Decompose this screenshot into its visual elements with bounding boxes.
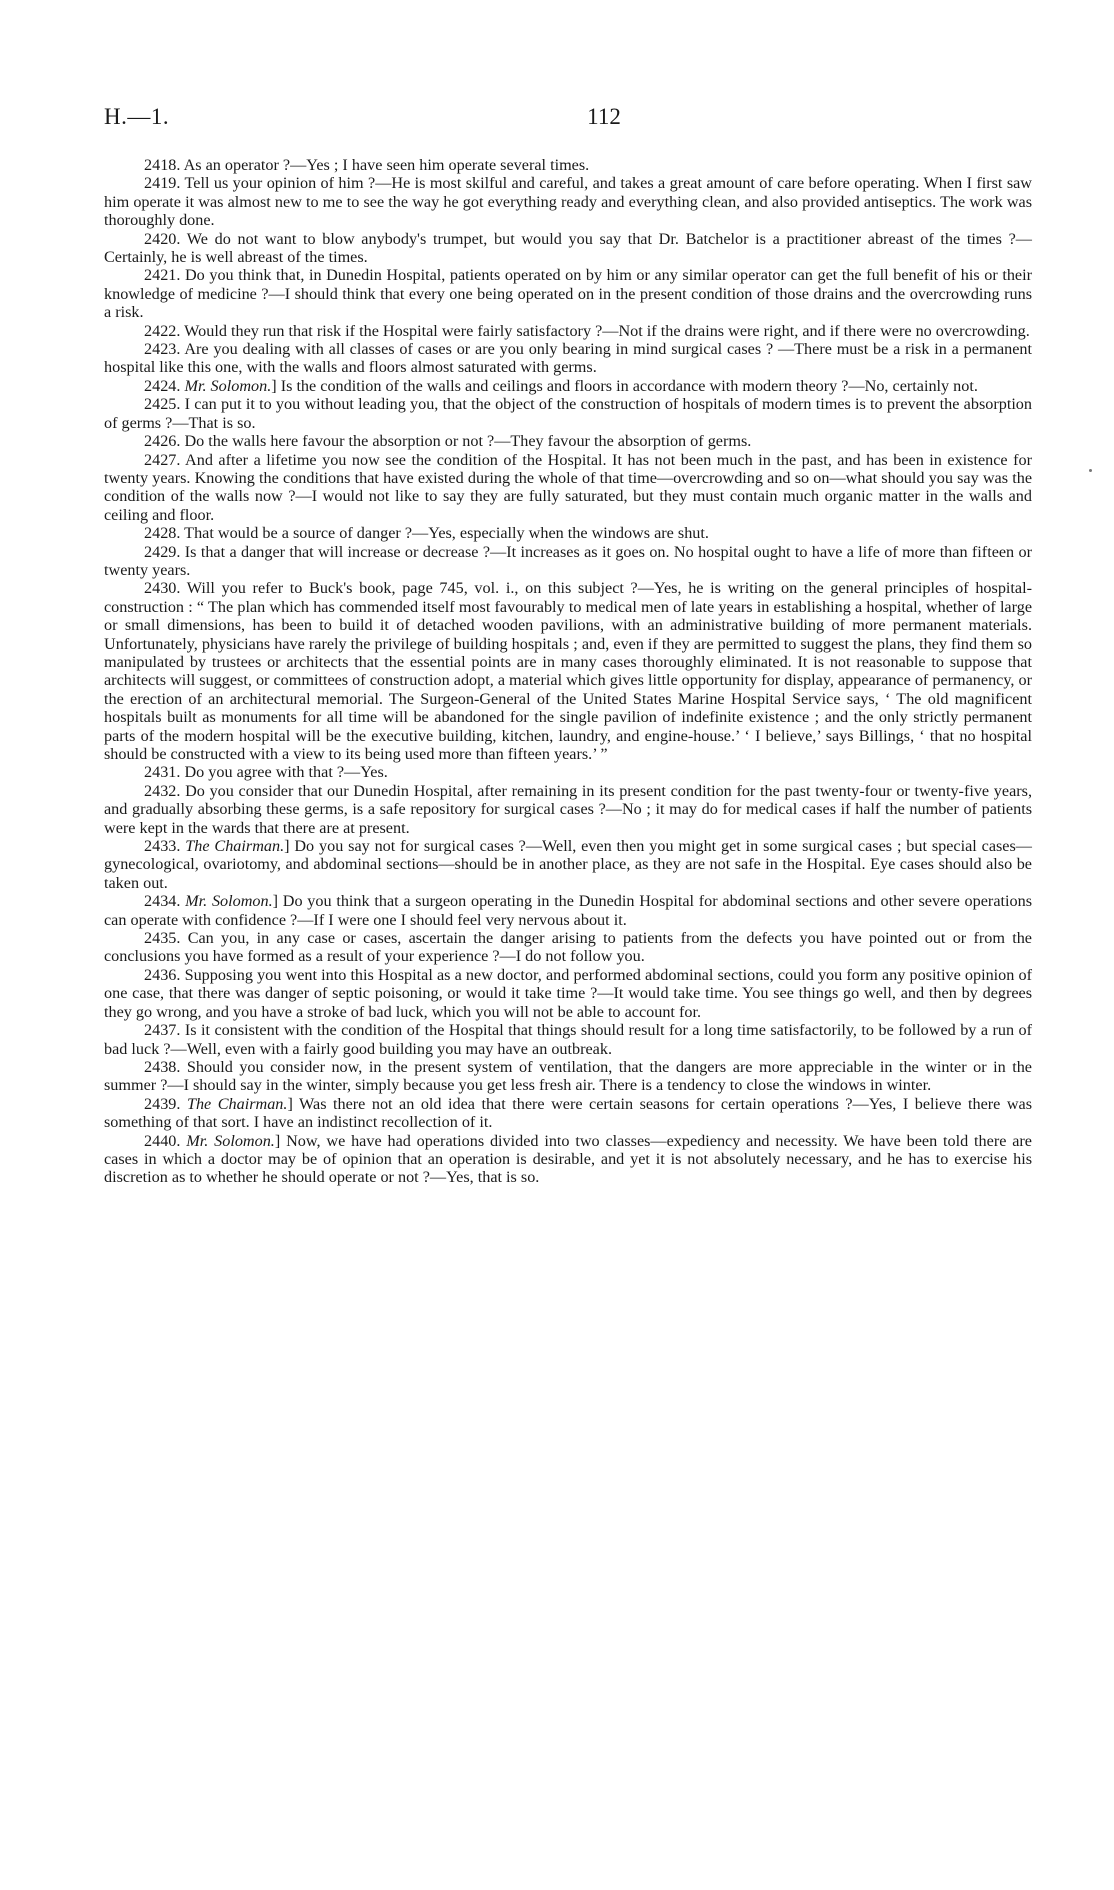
- page-number: 112: [587, 104, 621, 129]
- paragraph-lead-text: 2431. Do you agree with that ?—Yes.: [144, 763, 388, 782]
- question-answer-paragraph: [104, 156, 1032, 174]
- question-answer-paragraph: [104, 543, 1032, 580]
- evidence-transcript: [104, 156, 1032, 1187]
- paragraph-lead-text: 2437. Is it consistent with the condition of the Hospital that things should result for a long time satisfactorily, to be followed by a run of bad luck ?—Well, even with a fairly good building you may have an outbreak.: [104, 1021, 1032, 1058]
- paragraph-lead-text: 2428. That would be a source of danger ?—Yes, especially when the windows are shut.: [144, 524, 709, 543]
- paragraph-lead-text: 2433.: [144, 837, 181, 856]
- paragraph-lead-text: 2424.: [144, 376, 181, 395]
- question-answer-paragraph: [104, 892, 1032, 929]
- paragraph-lead-text: 2432. Do you consider that our Dunedin Hospital, after remaining in its present condition for the past twenty-four or twenty-five years, and gradually absorbing these germs, is a safe repository for surgical cases ?—No ; it may do for medical cases if half the number of patients were kept in the wards that there are at present.: [104, 781, 1032, 837]
- paragraph-text: ] Is the condition of the walls and ceilings and floors in accordance with modern theory ?—No, certainly not.: [271, 376, 978, 395]
- paragraph-text: ] Was there not an old idea that there were certain seasons for certain operations ?—Yes, I believe there was something of that sort. I have an indistinct recollection of it.: [104, 1094, 1033, 1132]
- question-answer-paragraph: [104, 837, 1032, 892]
- question-answer-paragraph: [104, 322, 1032, 340]
- paragraph-lead-text: 2418. As an operator ?—Yes ; I have seen him operate several times.: [144, 156, 590, 174]
- speaker-name: Mr. Solomon.: [185, 892, 273, 911]
- paragraph-lead-text: 2423. Are you dealing with all classes of cases or are you only bearing in mind surgical cases ? —There must be a risk in a permanent hospital like this one, with the walls and floors almost saturated with germs.: [104, 340, 1032, 377]
- question-answer-paragraph: [104, 432, 1032, 450]
- question-answer-paragraph: [104, 340, 1032, 377]
- question-answer-paragraph: [104, 1021, 1032, 1058]
- question-answer-paragraph: [104, 451, 1032, 525]
- question-answer-paragraph: [104, 1132, 1032, 1187]
- paragraph-text: ] Now, we have had operations divided into two classes—expediency and necessity. We have been told there are cases in which a doctor may be of opinion that an operation is desirable, and yet it is not absolutely necessary, and he has to exercise his discretion as to whether he should operate or not ?—Yes, that is so.: [104, 1131, 1032, 1187]
- paragraph-lead-text: 2422. Would they run that risk if the Hospital were fairly satisfactory ?—Not if the drains were right, and if there were no overcrowding.: [144, 321, 1030, 340]
- speaker-name: Mr. Solomon.: [186, 1131, 275, 1150]
- question-answer-paragraph: [104, 230, 1032, 267]
- paragraph-lead-text: 2438. Should you consider now, in the present system of ventilation, that the dangers are more appreciable in the winter or in the summer ?—I should say in the winter, simply because you get less fresh air. There is a tendency to close the windows in winter.: [104, 1057, 1032, 1095]
- paragraph-lead-text: 2421. Do you think that, in Dunedin Hospital, patients operated on by him or any similar operator can get the full benefit of his or their knowledge of medicine ?—I should think that every one being operated on in the present condition of those drains and the overcrowding runs a risk.: [104, 266, 1032, 322]
- question-answer-paragraph: [104, 782, 1032, 837]
- paragraph-lead-text: 2440.: [144, 1131, 181, 1150]
- speaker-name: The Chairman.: [186, 1094, 288, 1113]
- question-answer-paragraph: [104, 377, 1032, 395]
- paragraph-lead-text: 2429. Is that a danger that will increase or decrease ?—It increases as it goes on. No hospital ought to have a life of more than fifteen or twenty years.: [104, 542, 1032, 579]
- question-answer-paragraph: [104, 1095, 1032, 1132]
- speaker-name: The Chairman.: [185, 837, 285, 856]
- paragraph-lead-text: 2427. And after a lifetime you now see the condition of the Hospital. It has not been much in the past, and has been in existence for twenty years. Knowing the conditions that have existed during the whole of that time—overcrowding and so on—what should you say was the condition of the walls now ?—I would not like to say they are fully saturated, but they must contain much organic matter in the walls and ceiling and floor.: [104, 450, 1032, 524]
- paragraph-lead-text: 2430. Will you refer to Buck's book, page 745, vol. i., on this subject ?—Yes, he is writing on the general principles of hospital-construction : “ The plan which has commended itself most favourably to medical men of late years in establishing a hospital, whether of large or small dimensions, has been to build it of detached wooden pavilions, with an administrative building of more permanent materials. Unfortunately, physicians have rarely the privilege of building hospitals ; and, even if they are permitted to suggest the plans, they find them so manipulated by trustees or architects that the essential points are in many cases thoroughly eliminated. It is not reasonable to suppose that architects will suggest, or committees of construction adopt, a material which gives little opportunity for display, appearance of permanency, or the erection of an architectural memorial. The Surgeon-General of the United States Marine Hospital Service says, ‘ The old magnificent hospitals built as monuments for all time will be abandoned for the single pavilion of indefinite existence ; and the only strictly permanent parts of the modern hospital will be the executive building, kitchen, laundry, and engine-house.’ ‘ I believe,’ says Billings, ‘ that no hospital should be constructed with a view to its being used more than fifteen years.’ ”: [104, 579, 1032, 763]
- paragraph-lead-text: 2436. Supposing you went into this Hospital as a new doctor, and performed abdominal sections, could you form any positive opinion of one case, that there was danger of septic poisoning, or would it take time ?—It would take time. You see things go well, and then by degrees they go wrong, and you have a stroke of bad luck, which you will not be able to account for.: [104, 965, 1032, 1021]
- margin-speck: [1089, 469, 1092, 472]
- paragraph-text: ] Do you say not for surgical cases ?—Well, even then you might get in some surgical cases ; but special cases—gynecological, ovariotomy, and abdominal sections—should be in another place, as they are not safe in the Hospital. Eye cases should also be taken out.: [104, 837, 1032, 892]
- question-answer-paragraph: [104, 763, 1032, 781]
- speaker-name: Mr. Solomon.: [184, 376, 272, 395]
- question-answer-paragraph: [104, 524, 1032, 542]
- question-answer-paragraph: [104, 966, 1032, 1021]
- paragraph-lead-text: 2419. Tell us your opinion of him ?—He is most skilful and careful, and takes a great amount of care before operating. When I first saw him operate it was almost new to me to see the way he got everything ready and everything clean, and also provided antiseptics. The work was thoroughly done.: [104, 174, 1032, 230]
- question-answer-paragraph: [104, 1058, 1032, 1095]
- question-answer-paragraph: [104, 579, 1032, 763]
- question-answer-paragraph: [104, 174, 1032, 229]
- running-head: [104, 104, 1004, 134]
- paragraph-lead-text: 2420. We do not want to blow anybody's trumpet, but would you say that Dr. Batchelor is a practitioner abreast of the times ?—Certainly, he is well abreast of the times.: [104, 229, 1032, 267]
- question-answer-paragraph: [104, 929, 1032, 966]
- series-id: H.—1.: [104, 104, 170, 129]
- paragraph-lead-text: 2426. Do the walls here favour the absorption or not ?—They favour the absorption of germs.: [144, 432, 752, 451]
- paragraph-lead-text: 2434.: [144, 892, 181, 911]
- paragraph-lead-text: 2439.: [144, 1094, 181, 1113]
- question-answer-paragraph: [104, 266, 1032, 321]
- paragraph-lead-text: 2425. I can put it to you without leading you, that the object of the construction of hospitals of modern times is to prevent the absorption of germs ?—That is so.: [104, 395, 1032, 432]
- paragraph-text: ] Do you think that a surgeon operating in the Dunedin Hospital for abdominal sections and other severe operations can operate with confidence ?—If I were one I should feel very nervous about it.: [104, 892, 1032, 929]
- paragraph-lead-text: 2435. Can you, in any case or cases, ascertain the danger arising to patients from the defects you have pointed out or from the conclusions you have formed as a result of your experience ?—I do not follow you.: [104, 929, 1032, 966]
- question-answer-paragraph: [104, 395, 1032, 432]
